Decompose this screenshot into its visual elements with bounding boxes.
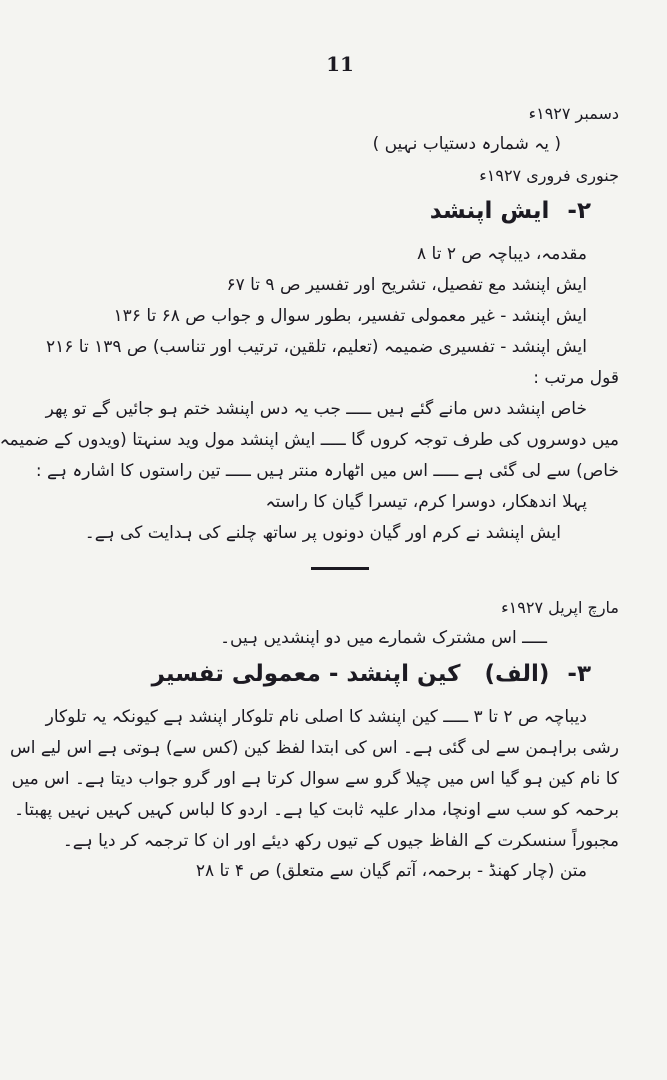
toc-item: ایش اپنشد - تفسیری ضمیمہ (تعلیم، تلقین، ترتیب اور تناسب) ص ۱۳۹ تا ۲۱۶ (45, 337, 587, 357)
body-paragraph-line: برحمہ کو سب سے اونچا، مدار علیہ ثابت کیا ہے۔ اردو کا لباس کہیں کہیں نہیں پھبتا۔ (14, 800, 619, 820)
section-title: کین اپنشد - معمولی تفسیر (151, 661, 461, 687)
toc-item: مقدمہ، دیباچہ ص ۲ تا ۸ (416, 244, 587, 264)
guidance-line: ایش اپنشد نے کرم اور گیان دونوں پر ساتھ چلنے کی ہدایت کی ہے۔ (84, 523, 561, 543)
matn-line: متن (چار کھنڈ - برحمہ، آتم گیان سے متعلق) ص ۴ تا ۲۸ (195, 861, 587, 881)
page-number: 11 (326, 52, 354, 76)
unavailable-note: ( یہ شمارہ دستیاب نہیں ) (372, 134, 561, 154)
compiler-note-line: خاص اپنشد دس مانے گئے ہیں ـــــ جب یہ دس اپنشد ختم ہو جائیں گے تو پھر (45, 399, 587, 419)
section-2-heading (61, 191, 619, 231)
section-title: ایش اپنشد (429, 198, 550, 224)
compiler-note-label: قول مرتب : (533, 368, 619, 388)
compiler-note-line: میں دوسروں کی طرف توجہ کروں گا ـــــ ایش اپنشد مول وید سنہتا (ویدوں کے ضمیمہ (0, 430, 619, 450)
section-3-heading (61, 654, 619, 694)
section-divider (311, 567, 369, 570)
section-number: ۲- (567, 198, 591, 224)
issue-date-december: دسمبر ۱۹۲۷ء (528, 104, 619, 123)
three-paths-line: پہلا اندھکار، دوسرا کرم، تیسرا گیان کا راستہ (265, 492, 587, 512)
section-number: ۳- (567, 661, 591, 687)
body-paragraph-line: مجبوراً سنسکرت کے الفاظ جیوں کے تیوں رکھ دیئے اور ان کا ترجمہ کر دیا ہے۔ (62, 831, 619, 851)
body-paragraph-line: کا نام کین ہو گیا اس میں چیلا گرو سے سوال کرتا ہے اور گرو جواب دیتا ہے۔ اس میں (11, 769, 619, 789)
section-part: (الف) (484, 661, 550, 687)
issue-date-mar-apr: مارچ اپریل ۱۹۲۷ء (501, 598, 619, 617)
combined-issue-note: ـــــ اس مشترک شمارے میں دو اپنشدیں ہیں۔ (220, 628, 547, 648)
toc-item: ایش اپنشد مع تفصیل، تشریح اور تفسیر ص ۹ تا ۶۷ (226, 275, 587, 295)
compiler-note-line: خاص) سے لی گئی ہے ـــــ اس میں اٹھارہ منتر ہیں ـــــ تین راستوں کا اشارہ ہے : (35, 461, 619, 481)
toc-item: ایش اپنشد - غیر معمولی تفسیر، بطور سوال و جواب ص ۶۸ تا ۱۳۶ (113, 306, 587, 326)
issue-date-jan-feb: جنوری فروری ۱۹۲۷ء (479, 166, 619, 185)
body-paragraph-line: دیباچہ ص ۲ تا ۳ ـــــ کین اپنشد کا اصلی نام تلوکار اپنشد ہے کیونکہ یہ تلوکار (45, 707, 587, 727)
body-paragraph-line: رشی براہمن سے لی گئی ہے۔ اس کی ابتدا لفظ کین (کس سے) ہوتی ہے اس لیے اس (10, 738, 619, 758)
